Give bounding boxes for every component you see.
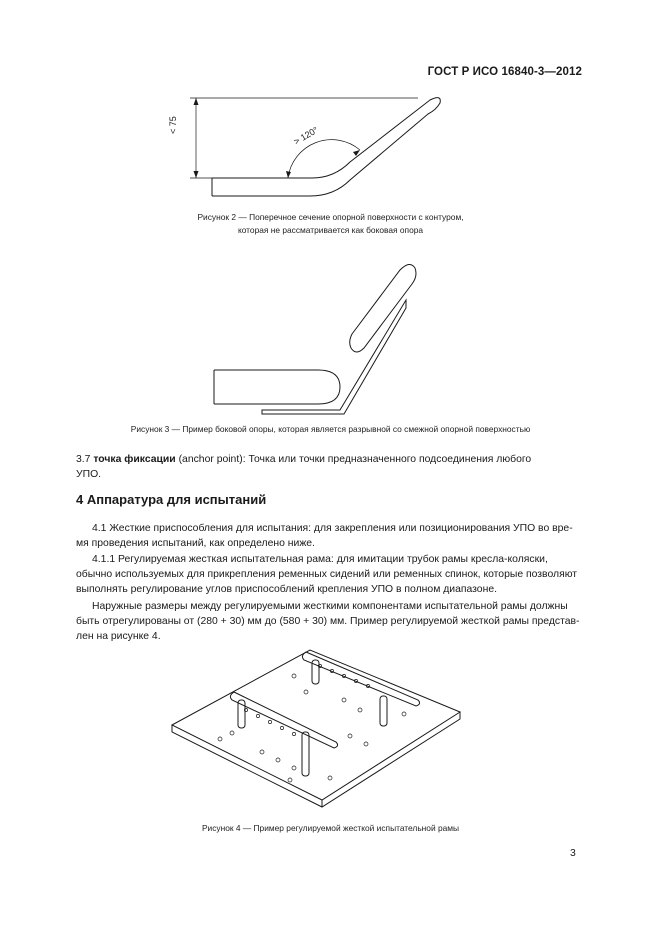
clause-number: 3.7 [76,454,91,465]
base-plate-edge [172,712,460,807]
page-number: 3 [570,848,576,859]
angle-label: > 120° [292,124,320,147]
paragraph-4-1-1: 4.1.1 Регулируемая жесткая испытательная рама: для имитации трубок рамы кресла-коляски, обычно используемых для прикрепления ременных сидений или ременных спинок, которые позволяют выполнять регулирование углов приспособлений крепления УПО в полном диапазоне. [76,554,578,596]
height-label: < 75 [168,116,178,134]
clause-definition: Точка или точки предназначенного подсоединения любого [248,454,532,465]
figure-3-diagram [0,250,661,420]
figure-2-caption-line1: Рисунок 2 — Поперечное сечение опорной поверхности с контуром, [197,212,464,222]
mounting-plate-outline [262,300,406,414]
clause-3-7 [76,452,582,467]
paragraph-outer-dimensions: Наружные размеры между регулируемыми жесткими компонентами испытательной рамы должны быть отрегулированы от (280 + 30) мм до (580 + 30) мм. Пример регулируемой жесткой рамы представ- лен на рисунке 4. [76,601,580,643]
contoured-surface-outline [212,98,440,196]
figure-3-caption: Рисунок 3 — Пример боковой опоры, которая является разрывной со смежной опорной поверхностью [130,424,531,434]
paragraph-4-1: 4.1 Жесткие приспособления для испытания: для закрепления или позиционирования УПО во вре- мя проведения испытаний, как определено ниже. [76,523,573,550]
clause-term: точка фиксации [93,454,176,465]
figure-2-diagram [0,0,661,240]
figure-2-caption-line2: которая не рассматривается как боковая опора [237,225,424,235]
base-plate-top [172,650,460,800]
figure-4-caption: Рисунок 4 — Пример регулируемой жесткой испытательной рамы [201,823,460,833]
clause-3-7-line2: УПО. [76,469,102,480]
standard-header: ГОСТ Р ИСО 16840-3—2012 [427,66,582,78]
section-4-heading: 4 Аппаратура для испытаний [76,492,267,507]
front-rail [230,692,337,748]
back-rail [302,652,419,706]
seat-cushion-outline [214,370,340,404]
clause-english: (anchor point): [178,454,246,465]
figure-4-diagram [0,640,661,820]
